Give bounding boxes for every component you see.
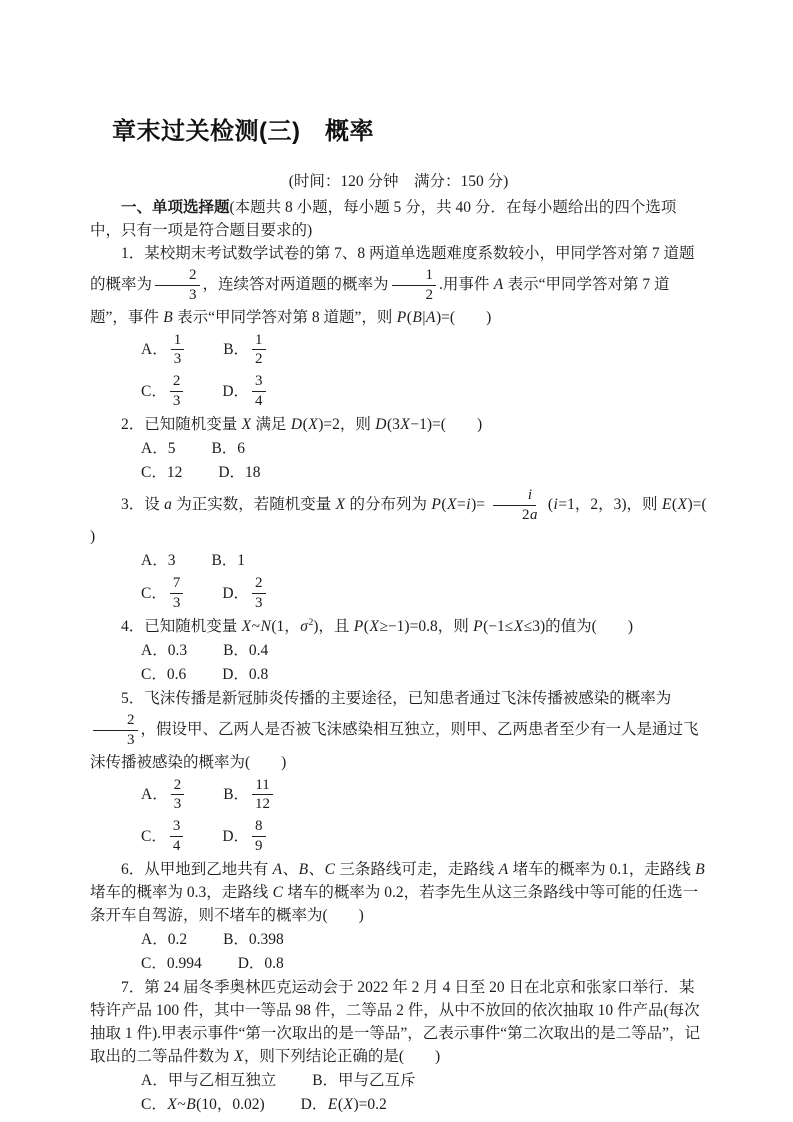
text-run: 4．已知随机变量 [121,617,242,635]
math-variable: i [527,486,533,503]
text-run: D． [300,1095,328,1113]
superscript: 2 [308,616,314,628]
fraction [171,332,185,369]
text-run: 、 [282,860,299,878]
math-run: ) [313,617,319,635]
text-run: 的值为( ) [545,617,633,635]
fraction-numerator: 2 [155,267,200,286]
math-variable: a [164,495,172,513]
text-run: B． [223,341,250,359]
text-run: A．5 [141,439,176,457]
text-run: 堵车的概率为 0.1，走路线 [508,860,695,878]
text-run: B．0.4 [223,641,269,659]
question-3-option-D [222,573,268,614]
fraction-denominator: 12 [255,796,271,813]
math-variable: A [493,275,504,293]
fraction-numerator: 1 [392,267,437,286]
question-4-options-row [141,663,707,686]
math-variable: C [324,860,335,878]
question-3-option-C [141,573,186,614]
question-5-options-row [141,816,707,857]
text-run: ，则下列结论正确的是( ) [243,1047,441,1065]
fraction [252,777,273,814]
math-variable: X [335,495,346,513]
text-run: 表示“甲同学答对第 8 道题”，则 [173,308,397,326]
fraction [252,332,266,369]
math-variable: i [466,495,471,513]
question-1-options-row [141,371,707,412]
text-run: D．0.8 [222,665,269,683]
text-run: D． [222,585,250,603]
math-variable: P [431,495,441,513]
math-run: D(3X−1)=( ) [375,415,483,433]
question-2-options-row [141,437,707,460]
section-heading-bold: 一、单项选择题 [121,199,230,216]
math-variable: X [369,617,379,635]
text-run: ，则 [626,495,662,513]
text-run: 满足 [251,415,291,433]
math-variable: C [272,883,283,901]
fraction-numerator: 2 [252,575,266,594]
fraction-numerator: 2 [171,777,185,796]
text-run: 表示“甲同学答对第 7 道题”，事件 [90,275,670,326]
fraction [155,267,200,304]
question-2-option-B [211,437,245,460]
text-run: B．甲与乙互斥 [312,1071,416,1089]
text-run: 6．从甲地到乙地共有 [121,860,273,878]
question-6-option-C [141,952,202,975]
fraction [392,267,437,304]
text-run: ，连续答对两道题的概率为 [202,275,389,293]
fraction-denominator: 4 [255,392,263,409]
fraction [170,373,184,410]
fraction [252,575,266,612]
text-run: D． [222,827,250,845]
text-run: .用事件 [439,275,494,293]
question-2-option-C [141,461,182,484]
question-3-text [90,485,707,549]
math-variable: B [298,860,309,878]
math-variable: P [396,308,407,326]
question-5-text [90,687,707,774]
text-run: C． [141,382,167,400]
fraction [488,487,541,524]
fraction-denominator: 3 [255,595,263,612]
text-run: D． [222,382,250,400]
math-variable: D [290,415,303,433]
question-7-option-C [141,1093,265,1116]
text-run: 3．设 [121,495,164,513]
question-3-options-row [141,573,707,614]
fraction-numerator: 2 [170,373,184,392]
text-run: C．0.6 [141,665,187,683]
question-6-option-D [238,952,284,975]
fraction [252,373,266,410]
text-run: 的分布列为 [345,495,431,513]
math-variable: i [553,495,558,513]
math-variable: E [327,1095,338,1113]
math-variable: X [677,495,688,513]
fraction-numerator [493,487,535,506]
math-run [498,861,508,878]
math-run: P(B|A)=( ) [396,308,492,326]
question-5-option-A [141,775,187,816]
math-variable: P [473,617,483,635]
math-run [324,861,335,878]
math-run [298,861,308,878]
text-run: C． [141,1095,167,1113]
question-4-option-C [141,663,186,686]
fraction-denominator: 2 [425,286,434,303]
text-run: B．6 [211,439,246,457]
math-run: D(X)=2 [290,415,340,433]
text-run: A．3 [141,552,176,570]
math-variable: A [498,860,509,878]
fraction-denominator: 2 [255,351,263,368]
text-run: B．0.398 [223,930,284,948]
fraction-denominator: 3 [189,286,197,303]
text-run: D．18 [218,463,261,481]
question-4-option-B [223,639,268,662]
text-run: 7．第 24 届冬季奥林匹克运动会于 2022 年 2 月 4 日至 20 日在北京和张家口举行．某特许产品 100 件，其中一等品 98 件，二等品 2 件，从中不放回的依次抽取 10 件产品(每次抽取 1 件).甲表示事件“第一次取出的是一等品”，乙表示事件“第二次取出的是二等品”，记取出的二等品件数为 [90,978,701,1065]
text-run: A．0.2 [141,930,188,948]
question-1-option-D [222,371,268,412]
text-run: C． [141,585,167,603]
fraction [171,777,185,814]
question-6-text [90,858,707,927]
text-run: 、 [308,860,325,878]
fraction-denominator: 3 [173,796,182,813]
math-variable: X [241,617,252,635]
math-run [241,416,251,433]
math-run [695,861,705,878]
text-run: ，则 [437,617,473,635]
questions-list [90,242,707,1116]
question-1-option-C [141,371,186,412]
math-variable: a [529,506,538,523]
exam-meta: (时间：120 分钟 满分：150 分) [288,173,509,190]
section-heading [90,196,707,242]
math-run: P(X≥−1)=0.8 [353,617,438,635]
section-heading-rest: (本题共 8 小题，每小题 5 分，共 40 分．在每小题给出的四个选项中，只有一项是符合题目要求的) [90,199,677,239]
text-run: B．1 [211,552,246,570]
math-variable: X [447,495,457,513]
question-7-option-B [312,1069,415,1092]
math-variable: B [186,1095,196,1113]
text-run: B． [223,786,250,804]
math-variable: P [353,617,364,635]
question-6-option-A [141,928,187,951]
math-run: X~B(10，0.02) [167,1095,265,1113]
math-variable: B [412,308,422,326]
math-run [493,276,503,293]
text-run: C． [141,827,167,845]
math-run: E(X)=0.2 [327,1095,387,1113]
text-run: 为正实数，若随机变量 [172,495,336,513]
fraction-denominator: 3 [127,731,135,748]
fraction [170,575,184,612]
fraction-numerator: 3 [252,373,266,392]
fraction-numerator: 7 [170,575,184,594]
question-1-text [90,242,707,329]
question-2-text [90,413,707,436]
question-7-option-D [301,1093,387,1116]
question-1-option-A [141,330,187,371]
fraction [93,712,138,749]
fraction-numerator: 3 [170,818,184,837]
text-run: 堵车的概率为 0.3，走路线 [90,883,273,901]
question-5-option-B [223,775,276,816]
page-title: 章末过关检测(三) 概率 [112,118,374,145]
math-variable: X [308,415,318,433]
question-5-option-C [141,816,186,857]
question-4-options-row [141,639,707,662]
math-variable: X [513,617,524,635]
question-2-option-D [218,461,260,484]
math-run [163,309,173,326]
question-3-option-A [141,549,175,572]
question-5-option-D [222,816,268,857]
question-7-option-A [141,1069,276,1092]
text-run: 三条路线可走，走路线 [335,860,499,878]
fraction-denominator: 2a [521,506,538,523]
question-4-option-A [141,639,187,662]
math-variable: E [661,495,672,513]
fraction-denominator: 9 [255,837,263,854]
math-run: X~N(1，σ [241,617,308,635]
text-run: C．0.994 [141,954,202,972]
math-variable: A [272,860,283,878]
fraction-numerator: 8 [252,818,266,837]
text-run: 1．某校期末考试数学试卷的第 7、8 两道单选题难度系数较小，甲同学答对第 7 道题的概率为 [90,245,695,293]
text-run: A．0.3 [141,641,188,659]
question-6-options-row [141,952,707,975]
fraction-numerator: 1 [252,332,266,351]
fraction-denominator: 3 [172,595,181,612]
math-run [272,861,282,878]
text-run: A． [141,341,168,359]
math-variable: D [375,415,387,433]
question-6-options-row [141,928,707,951]
question-6-option-B [223,928,284,951]
fraction-numerator: 1 [171,332,185,351]
text-run: A．甲与乙相互独立 [141,1071,277,1089]
fraction-numerator: 11 [252,777,272,796]
question-2-option-A [141,437,175,460]
math-variable: X [233,1047,244,1065]
math-variable: X [400,415,410,433]
text-run: 2．已知随机变量 [121,415,242,433]
fraction-numerator: 2 [93,712,138,731]
question-3-option-B [211,549,245,572]
math-run: (i=1，2，3) [547,495,627,513]
math-run [335,496,345,513]
math-run: P(X=i)= [431,495,485,513]
math-run: E(X)=( ) [90,495,707,546]
math-run [233,1048,243,1065]
question-7-options-row [141,1093,707,1116]
question-2-options-row [141,461,707,484]
math-variable: X [343,1095,353,1113]
math-run: P(−1≤X≤3) [473,617,546,635]
text-run: ，假设甲、乙两人是否被飞沫感染相互独立，则甲、乙两患者至少有一人是通过飞沫传播被感染的概率为( ) [90,720,699,771]
math-variable: A [425,308,436,326]
math-variable: N [260,617,271,635]
question-4-text [90,615,707,638]
text-run: 堵车的概率为 0.2，若李先生从这三条路线中等可能的任选一条开车自驾游，则不堵车的概率为( ) [90,883,699,924]
math-variable: B [163,308,173,326]
fraction-denominator: 4 [172,837,181,854]
question-1-options-row [141,330,707,371]
math-variable: σ [300,617,308,635]
text-run: C．12 [141,463,183,481]
math-variable: B [695,860,705,878]
math-variable: X [167,1095,177,1113]
question-7-options-row [141,1069,707,1092]
math-run [272,884,283,901]
fraction-denominator: 3 [173,351,182,368]
text-run: ，则 [339,415,375,433]
text-run: D．0.8 [237,954,284,972]
question-7-text [90,976,707,1068]
fraction [170,818,184,855]
question-1-option-B [223,330,268,371]
question-3-options-row [141,549,707,572]
math-variable: X [241,415,252,433]
question-4-option-D [222,663,268,686]
fraction [252,818,266,855]
question-5-options-row [141,775,707,816]
fraction-denominator: 3 [172,392,181,409]
text-run: ，且 [318,617,354,635]
text-run: 5．飞沫传播是新冠肺炎传播的主要途径，已知患者通过飞沫传播被感染的概率为 [121,689,672,707]
text-run: A． [141,786,168,804]
